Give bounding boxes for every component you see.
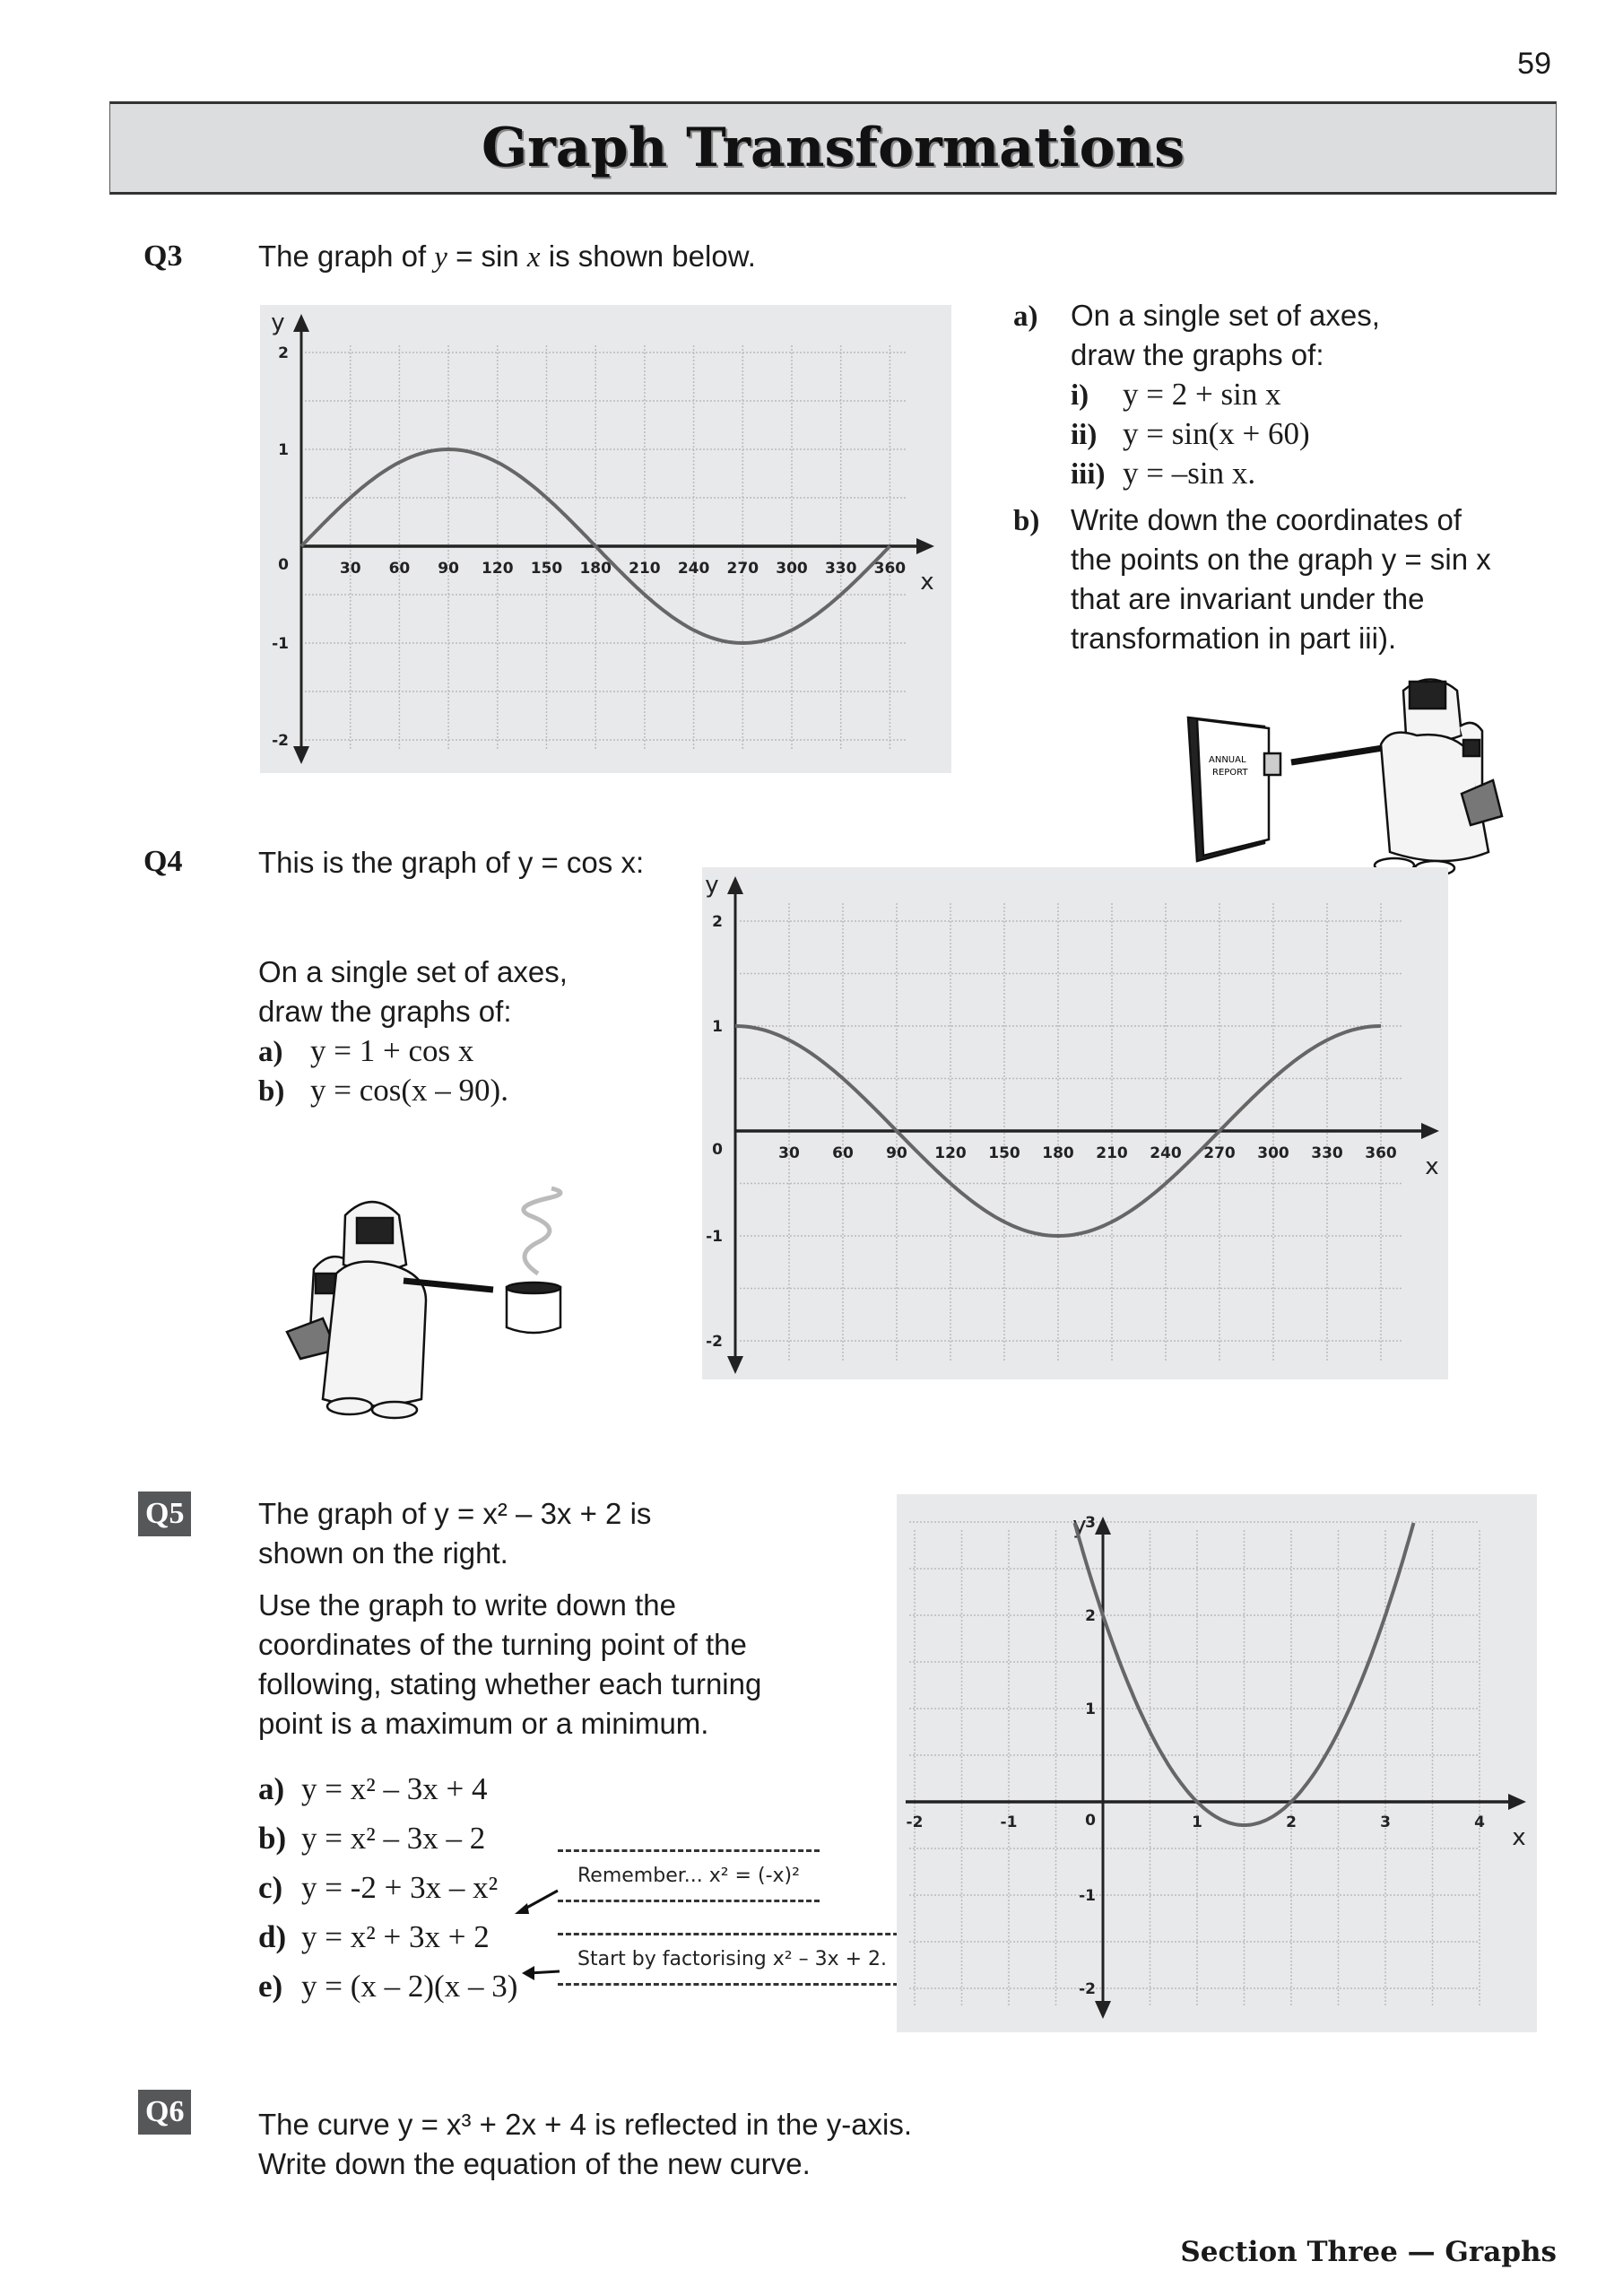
hint-remember: Remember... x² = (-x)² xyxy=(558,1849,820,1902)
svg-text:x: x xyxy=(920,569,934,596)
page-title: Graph Transformations xyxy=(481,117,1185,179)
arrow-to-d-icon xyxy=(515,1903,529,1914)
svg-text:210: 210 xyxy=(1096,1144,1128,1162)
svg-text:2: 2 xyxy=(712,913,723,931)
svg-text:1: 1 xyxy=(712,1018,723,1036)
svg-text:90: 90 xyxy=(886,1144,907,1162)
svg-text:y: y xyxy=(271,309,285,336)
svg-text:300: 300 xyxy=(1257,1144,1289,1162)
svg-text:0: 0 xyxy=(278,556,289,574)
q5-label: Q5 xyxy=(138,1492,191,1536)
svg-text:1: 1 xyxy=(1085,1700,1096,1718)
svg-text:330: 330 xyxy=(1311,1144,1343,1162)
svg-text:-2: -2 xyxy=(272,732,289,750)
svg-text:-1: -1 xyxy=(272,635,289,653)
svg-text:60: 60 xyxy=(388,560,411,578)
section-footer: Section Three — Graphs xyxy=(1180,2236,1557,2268)
q5-intro: The graph of y = x² – 3x + 2 is shown on the right. Use the graph to write down the coordinates of the turning point of the following, stating whether each turning point is a maximum or a minimum. xyxy=(258,1497,762,1740)
svg-text:x: x xyxy=(1512,1824,1526,1851)
cartoon-annual-report-illustration xyxy=(1175,664,1533,879)
svg-text:3: 3 xyxy=(1085,1514,1096,1532)
q3-label: Q3 xyxy=(143,239,183,273)
svg-text:y: y xyxy=(705,872,719,899)
q4-label: Q4 xyxy=(143,845,183,878)
hint-arrows xyxy=(502,1883,574,2009)
q5-items: a) y = x² – 3x + 4 b) y = x² – 3x – 2 c) y = -2 + 3x – x² d) y = x² + 3x + 2 e) y = (x – 2)(x – 3) xyxy=(258,1771,518,2004)
svg-text:1: 1 xyxy=(278,441,289,459)
svg-text:-1: -1 xyxy=(1079,1887,1096,1905)
page-number: 59 xyxy=(1517,47,1551,81)
title-banner xyxy=(109,101,1557,195)
q4-instructions: On a single set of axes, draw the graphs of: a) y = 1 + cos x b) y = cos(x – 90). xyxy=(258,955,568,1108)
svg-text:360: 360 xyxy=(1365,1144,1397,1162)
q6-text: The curve y = x³ + 2x + 4 is reflected in the y-axis. Write down the equation of the new curve. xyxy=(258,2108,913,2180)
svg-text:240: 240 xyxy=(677,560,710,578)
svg-text:270: 270 xyxy=(1203,1144,1236,1162)
svg-text:360: 360 xyxy=(873,560,907,578)
svg-text:2: 2 xyxy=(1085,1607,1096,1625)
svg-text:120: 120 xyxy=(934,1144,967,1162)
svg-text:4: 4 xyxy=(1474,1813,1485,1831)
svg-text:30: 30 xyxy=(778,1144,800,1162)
svg-text:x: x xyxy=(1425,1153,1439,1180)
svg-text:30: 30 xyxy=(339,560,361,578)
svg-text:150: 150 xyxy=(530,560,563,578)
report-sign-line-1: ANNUAL xyxy=(1209,755,1246,765)
svg-text:240: 240 xyxy=(1150,1144,1182,1162)
svg-text:120: 120 xyxy=(482,560,514,578)
q3-part-a-label: a) xyxy=(1013,300,1038,333)
svg-text:270: 270 xyxy=(726,560,759,578)
svg-text:-2: -2 xyxy=(906,1813,924,1831)
q3-right-text: a) On a single set of axes, draw the graphs of: i) y = 2 + sin x ii) y = sin(x + 60) iii) y = –sin x. b) Write down the coordinates of the points on the graph y = sin x that are invariant under the transformation in part iii). xyxy=(1013,299,1491,655)
arrow-to-e-icon xyxy=(522,1966,534,1980)
q3-intro: The graph of y = sin x is shown below. xyxy=(258,239,756,274)
svg-text:60: 60 xyxy=(832,1144,854,1162)
q4-graph-svg xyxy=(702,867,1448,1379)
svg-text:210: 210 xyxy=(629,560,661,578)
q4-intro: This is the graph of y = cos x: xyxy=(258,846,645,879)
cartoon-coffee-illustration xyxy=(269,1184,601,1435)
report-sign-line-2: REPORT xyxy=(1212,768,1248,778)
svg-text:0: 0 xyxy=(1085,1812,1096,1830)
svg-text:-2: -2 xyxy=(1079,1980,1096,1998)
q3-graph-svg xyxy=(260,305,951,773)
q6-label: Q6 xyxy=(138,2090,191,2135)
svg-text:y: y xyxy=(1072,1512,1087,1539)
svg-text:-1: -1 xyxy=(1000,1813,1018,1831)
svg-text:300: 300 xyxy=(776,560,808,578)
q3-part-b-label: b) xyxy=(1013,505,1040,537)
svg-text:0: 0 xyxy=(712,1141,723,1159)
svg-text:180: 180 xyxy=(1042,1144,1074,1162)
q4-cosine-graph xyxy=(702,867,1448,1379)
svg-text:150: 150 xyxy=(988,1144,1020,1162)
q5-graph-svg xyxy=(897,1494,1537,2032)
q3-sine-graph xyxy=(260,305,951,773)
svg-text:2: 2 xyxy=(278,344,289,362)
svg-text:-2: -2 xyxy=(706,1333,723,1351)
svg-text:330: 330 xyxy=(824,560,857,578)
svg-text:3: 3 xyxy=(1380,1813,1391,1831)
q5-quadratic-graph xyxy=(897,1494,1537,2032)
svg-text:-1: -1 xyxy=(706,1228,723,1246)
svg-text:90: 90 xyxy=(438,560,459,578)
hint-factorise: Start by factorising x² – 3x + 2. xyxy=(558,1933,907,1986)
svg-text:180: 180 xyxy=(579,560,612,578)
svg-text:1: 1 xyxy=(1192,1813,1202,1831)
svg-text:2: 2 xyxy=(1286,1813,1297,1831)
